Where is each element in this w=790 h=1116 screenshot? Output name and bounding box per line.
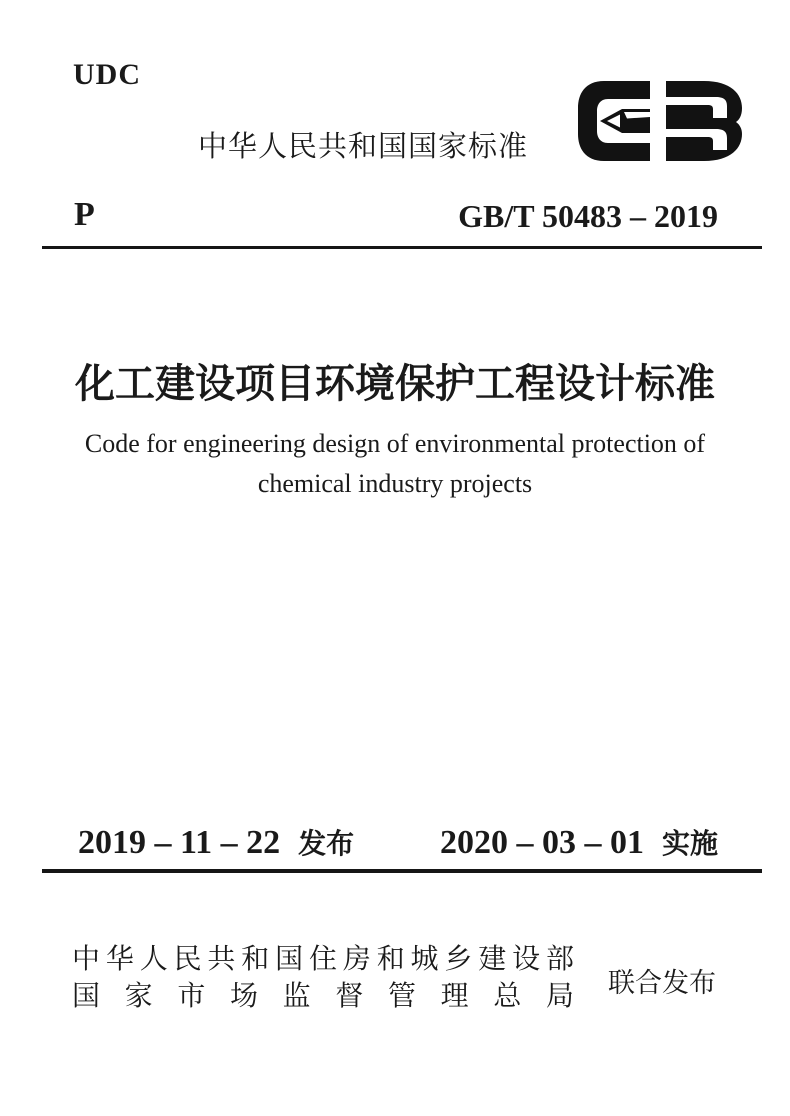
implementation-label: 实施 — [661, 828, 718, 859]
doc-class-label: P — [74, 196, 95, 233]
title-chinese: 化工建设项目环境保护工程设计标准 — [75, 361, 715, 406]
national-standard-heading: 中华人民共和国国家标准 — [198, 131, 529, 163]
title-english-line2: chemical industry projects — [257, 469, 533, 498]
joint-release-label: 联合发布 — [608, 968, 716, 998]
gb-logo-icon — [578, 80, 742, 162]
issue-date-group — [78, 822, 354, 862]
standard-code: GB/T 50483 – 2019 — [458, 198, 718, 234]
issue-date: 2019 – 11 – 22 — [78, 824, 281, 861]
issuer-block — [72, 940, 574, 1014]
implementation-date-group — [440, 822, 718, 862]
issuer-line-2: 国家市场监督管理总局 — [72, 980, 574, 1011]
implementation-date: 2020 – 03 – 01 — [439, 824, 644, 861]
title-english — [0, 424, 790, 504]
footer-rule — [42, 869, 762, 873]
udc-label: UDC — [73, 58, 141, 91]
issuer-line-1: 中华人民共和国住房和城乡建设部 — [72, 943, 574, 974]
issue-label: 发布 — [298, 828, 355, 859]
header-rule — [42, 246, 762, 249]
title-english-line1: Code for engineering design of environmental protection of — [84, 429, 706, 458]
